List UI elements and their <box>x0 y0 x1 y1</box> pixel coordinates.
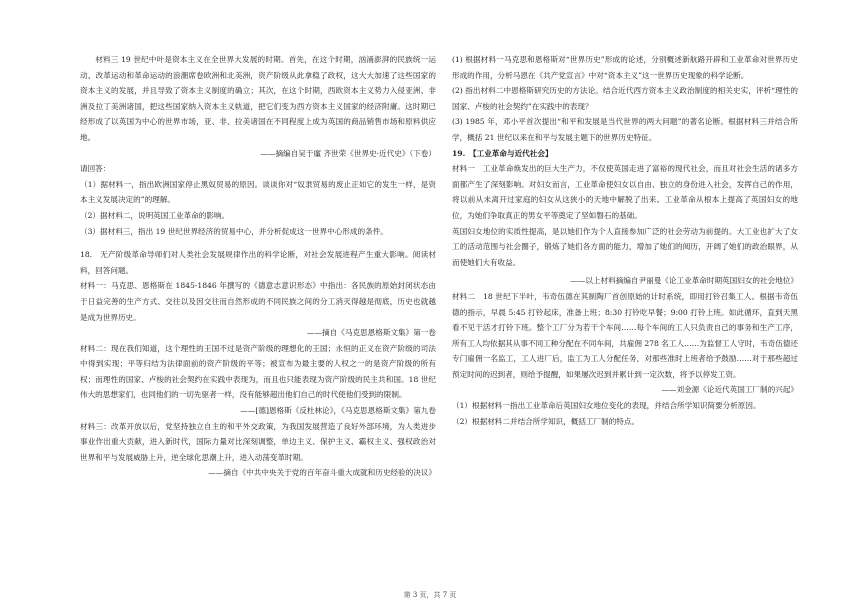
right-column <box>452 52 798 429</box>
question-19-material-two: 材料二 18 世纪下半叶，韦奇伍德在其制陶厂首创原始的计时系统，即用打铃召集工人。根据韦奇伍德的指示，早晨 5:45 打铃起床，准备上班；8:30 打铃吃早餐；9:00 打铃上班。如此循环，直到天黑看不见干活才打铃下班。整个工厂分为若干个车间……每个车间的工人只负责自己的事务和生产工序，所有工人均依据其从事不同工种分配在不同车间，共雇佣 278 名工人……为监督工人守时，韦奇伍德还专门雇佣一名监工，工人进厂后，监工为工人分配任务，对那些准时上班者给予鼓励……对于那些超过预定时间的迟到者，则给予提醒，如果屡次迟到并累计到一定次数，将予以停发工资。 <box>452 291 798 379</box>
question-19-2: （2）根据材料二并结合所学知识，概括工厂制的特点。 <box>452 416 640 426</box>
question-18-material-one: 材料一：马克思、恩格斯在 1845-1846 年撰写的《德意志意识形态》中指出：各民族的原始封闭状态由于日益完善的生产方式、交往以及因交往而自然形成的不同民族之间的分工消灭得越是彻底，历史也就越是成为世界历史。 <box>80 281 436 322</box>
question-19-material-one-a: 材料一 工业革命焕发出的巨大生产力，不仅使英国走进了富裕的现代社会，而且对社会生活的诸多方面都产生了深刻影响。对妇女而言，工业革命使妇女以自由、独立的身份进入社会，发挥自己的作用，将以前从未离开过家庭的妇女从这狭小的天地中解脱了出来。工业革命从根本上提高了英国妇女的地位，为她们争取真正的男女平等奠定了坚如磐石的基础。 <box>452 164 798 220</box>
question-17-2: （2）据材料二，说明英国工业革命的影响。 <box>80 210 230 220</box>
question-18-material-two-source: ——[德]恩格斯《反杜林论》，《马克思恩格斯文集》第九卷 <box>240 406 436 416</box>
question-18-material-one-source: ——摘自《马克思恩格斯文集》第一卷 <box>306 328 436 338</box>
question-19-title: 19. 【工业革命与近代社会】 <box>452 148 553 158</box>
question-19-1: （1）根据材料一指出工业革命后英国妇女地位变化的表现，并结合所学知识简要分析原因。 <box>452 401 761 411</box>
question-18-material-three-source: ——摘自《中共中央关于党的百年奋斗重大成就和历史经验的决议》 <box>208 468 436 478</box>
question-18-material-three: 材料三：改革开放以后，党坚持独立自主的和平外交政策，为我国发展营造了良好外部环境，为人类进步事业作出重大贡献，进入新时代，国际力量对比深刻调整，单边主义、保护主义、霸权主义、强权政治对世界和平与发展威胁上升，逆全球化思潮上升，进入动荡变革时期。 <box>80 421 436 462</box>
answer-prompt: 请回答： <box>80 164 111 174</box>
question-17-3: （3）据材料三，指出 19 世纪世界经济的贸易中心，并分析促成这一世界中心形成的条件。 <box>80 226 388 236</box>
question-19-material-two-source: ——刘金源《论近代英国工厂制的兴起》 <box>661 385 798 395</box>
left-column <box>80 52 436 481</box>
question-18-1: (1) 根据材料一马克思和恩格斯对“世界历史”形成的论述，分别概述新航路开辟和工业革命对世界历史形成的作用，分析马恩在《共产党宣言》中对“资本主义”这一世界历史现象的科学论断。 <box>452 55 798 80</box>
material-three-source: ——摘编自吴于廑 齐世荣《世界史·近代史》（下卷） <box>260 148 436 158</box>
question-17-1: （1）据材料一，指出欧洲国家停止黑奴贸易的原因。谈谈你对“奴隶贸易的废止正如它的发生一样，是资本主义发展决定的”的理解。 <box>80 179 436 205</box>
question-18-3: (3) 1985 年，邓小平首次提出“和平和发展是当代世界的两大问题”的著名论断。根据材料三并结合所学，概括 21 世纪以来在和平与发展主题下的世界历史特征。 <box>452 117 798 142</box>
question-18-material-two: 材料二：现在我们知道，这个理性的王国不过是资产阶级的理想化的王国；永恒的正义在资产阶级的司法中得到实现；平等归结为法律面前的资产阶级的平等；被宣布为最主要的人权之一的是资产阶级的所有权；而理性的国家、卢梭的社会契约在实践中表现为，而且也只能表现为资产阶级的民主共和国。18 世纪伟大的思想家们，也同他们的一切先驱者一样，没有能够超出他们自己的时代使他们受到的限制。 <box>80 343 436 400</box>
question-19-material-one-b: 英国妇女地位的实质性提高，是以她们作为个人直接参加广泛的社会劳动为前提的。大工业也扩大了女工的活动范围与社会圈子，锻炼了她们各方面的能力，增加了她们的阅历，开阔了她们的政治眼界，从而使她们大有收益。 <box>452 226 798 267</box>
material-three-text: 材料三 19 世纪中叶是资本主义在全世界大发展的时期。首先，在这个时期，汹涌澎湃的民族统一运动、改革运动和革命运动的浪潮席卷欧洲和北美洲，资产阶级从此拿稳了政权，这大大加速了这些国家的资本主义的发展，并且导致了资本主义制度的确立；其次，在这个时期，西欧资本主义势力入侵亚洲、非洲及拉丁美洲诸国，把这些国家纳入资本主义轨道，把它们变为西方资本主义国家的经济附庸。这时期已经形成了以英国为中心的世界市场，亚、非、拉美诸国在不同程度上成为英国的商品销售市场和原料供应地。 <box>80 55 436 142</box>
question-18-2: (2) 指出材料二中恩格斯研究历史的方法论。结合近代西方资本主义政治制度的相关史实，评析“理性的国家、卢梭的社会契约”在实践中的表现？ <box>452 86 798 111</box>
question-19-material-one-source: ——以上材料摘编自尹丽曼《论工业革命时期英国妇女的社会地位》 <box>570 276 798 286</box>
question-18-title: 18. 无产阶级革命导师们对人类社会发展规律作出的科学论断，对社会发展进程产生重大影响。阅读材料，回答问题。 <box>80 250 436 275</box>
page-number: 第 3 页，共 7 页 <box>403 591 457 599</box>
